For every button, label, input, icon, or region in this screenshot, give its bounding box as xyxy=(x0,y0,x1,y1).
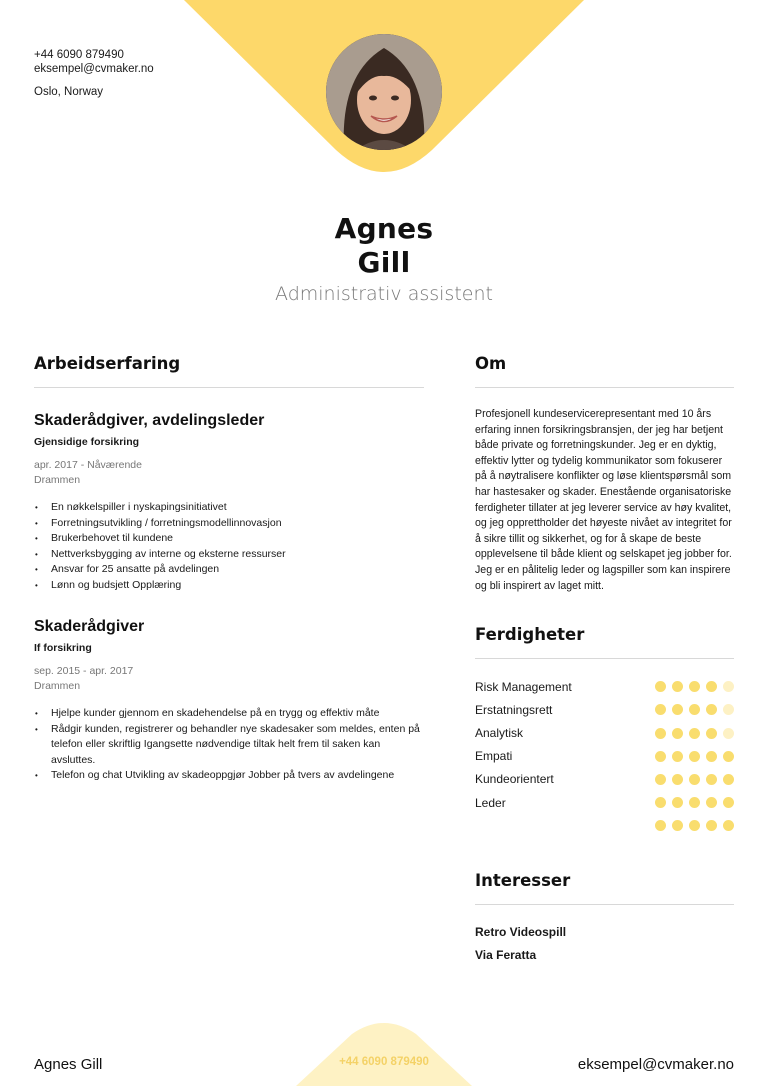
job-bullets xyxy=(34,706,424,784)
phone-text: +44 6090 879490 xyxy=(34,49,124,61)
job-dates: apr. 2017 - Nåværende xyxy=(34,459,142,471)
experience-heading: Arbeidserfaring xyxy=(34,354,424,388)
skill-rating xyxy=(655,681,734,692)
rating-dot-filled xyxy=(689,704,700,715)
skill-name: Analytisk xyxy=(475,726,524,741)
skills-section xyxy=(475,625,734,837)
rating-dot-filled xyxy=(706,704,717,715)
rating-dot-filled xyxy=(689,728,700,739)
skill-row xyxy=(475,814,734,837)
rating-dot-filled xyxy=(655,774,666,785)
footer-phone: +44 6090 879490 xyxy=(339,1056,429,1068)
rating-dot-filled xyxy=(672,681,683,692)
skill-row xyxy=(475,722,734,745)
job-bullet: • Forretningsutvikling / forretningsmodellinnovasjon xyxy=(34,516,424,532)
experience-section xyxy=(34,354,424,784)
rating-dot-filled xyxy=(655,728,666,739)
location-text: Oslo, Norway xyxy=(34,86,104,98)
last-name: Gill xyxy=(357,246,411,279)
first-name: Agnes xyxy=(334,212,434,245)
rating-dot-empty xyxy=(723,704,734,715)
rating-dot-filled xyxy=(723,797,734,808)
skill-name: Erstatningsrett xyxy=(475,702,553,717)
skill-rating xyxy=(655,820,734,831)
job-dates: sep. 2015 - apr. 2017 xyxy=(34,665,134,677)
job-bullet: • Telefon og chat Utvikling av skadeoppgjør Jobber på tvers av avdelingene xyxy=(34,768,424,784)
rating-dot-filled xyxy=(689,774,700,785)
job-company: If forsikring xyxy=(34,642,92,654)
skill-row xyxy=(475,745,734,768)
rating-dot-empty xyxy=(723,728,734,739)
footer-accent-shape xyxy=(0,1020,768,1086)
skill-row xyxy=(475,698,734,721)
rating-dot-empty xyxy=(723,681,734,692)
skill-name: Kundeorientert xyxy=(475,772,554,787)
job-entry xyxy=(34,411,424,593)
skill-row xyxy=(475,791,734,814)
job-entry xyxy=(34,617,424,784)
rating-dot-filled xyxy=(655,820,666,831)
rating-dot-filled xyxy=(655,797,666,808)
about-heading: Om xyxy=(475,354,734,388)
rating-dot-filled xyxy=(723,751,734,762)
job-position: Skaderådgiver, avdelingsleder xyxy=(34,412,265,429)
skill-rating xyxy=(655,728,734,739)
rating-dot-filled xyxy=(706,797,717,808)
rating-dot-filled xyxy=(689,820,700,831)
interest-item: Retro Videospill xyxy=(475,925,567,940)
job-bullet: • Hjelpe kunder gjennom en skadehendelse på en trygg og effektiv måte xyxy=(34,706,424,722)
footer-email: eksempel@cvmaker.no xyxy=(577,1056,734,1073)
job-bullet: • Brukerbehovet til kundene xyxy=(34,531,424,547)
rating-dot-filled xyxy=(672,797,683,808)
skill-name: Leder xyxy=(475,795,506,810)
skill-name: Risk Management xyxy=(475,679,572,694)
footer-name: Agnes Gill xyxy=(34,1056,103,1073)
rating-dot-filled xyxy=(706,751,717,762)
rating-dot-filled xyxy=(655,704,666,715)
job-bullet: • Rådgir kunden, registrerer og behandler nye skadesaker som meldes, enten på telefon eller skriftlig Igangsette nødvendige tiltak helt frem til saken kan avsluttes. xyxy=(34,722,424,769)
interests-heading: Interesser xyxy=(475,871,734,905)
rating-dot-filled xyxy=(706,728,717,739)
job-bullet: • Nettverksbygging av interne og eksterne ressurser xyxy=(34,547,424,563)
rating-dot-filled xyxy=(655,681,666,692)
skill-row xyxy=(475,675,734,698)
profile-photo xyxy=(326,34,442,150)
interests-section xyxy=(475,871,734,967)
skill-rating xyxy=(655,797,734,808)
rating-dot-filled xyxy=(672,820,683,831)
rating-dot-filled xyxy=(689,751,700,762)
rating-dot-filled xyxy=(723,820,734,831)
job-position: Skaderådgiver xyxy=(34,618,145,635)
rating-dot-filled xyxy=(706,820,717,831)
rating-dot-filled xyxy=(723,774,734,785)
email-text: eksempel@cvmaker.no xyxy=(34,63,154,75)
job-bullets xyxy=(34,500,424,593)
interests-list xyxy=(475,921,734,967)
job-company: Gjensidige forsikring xyxy=(34,436,140,448)
rating-dot-filled xyxy=(672,728,683,739)
rating-dot-filled xyxy=(672,774,683,785)
job-bullet: • En nøkkelspiller i nyskapingsinitiativet xyxy=(34,500,424,516)
job-bullet: • Lønn og budsjett Opplæring xyxy=(34,578,424,594)
name-block xyxy=(0,212,768,306)
rating-dot-filled xyxy=(672,704,683,715)
job-title: Administrativ assistent xyxy=(275,283,493,305)
rating-dot-filled xyxy=(706,681,717,692)
skill-name: Empati xyxy=(475,749,513,764)
skill-rating xyxy=(655,751,734,762)
interest-item: Via Feratta xyxy=(475,948,537,963)
about-text: Profesjonell kundeservicerepresentant med 10 års erfaring innen forsikringsbransjen, der jeg har betjent både private og forretningskunder. Jeg er en dyktig, effektiv lytter og tydelig kommunikator som fokuserer på å nøytralisere konflikter og løse klientspørsmål som har hastesaker og skader. Enestående organisatoriske ferdigheter tillater at jeg leverer service av høy kvalitet, og jeg opprettholder det høyeste nivået av integritet for å sikre tillit og sikkerhet, og for å skape de beste opplevelsene til både klient og selskapet jeg jobber for. Jeg er en pålitelig leder og lagspiller som kan inspirere og bli inspirert av laget mitt. xyxy=(475,408,732,592)
job-city: Drammen xyxy=(34,474,81,486)
skill-rating xyxy=(655,774,734,785)
rating-dot-filled xyxy=(706,774,717,785)
rating-dot-filled xyxy=(689,681,700,692)
sidebar-column xyxy=(475,354,734,967)
rating-dot-filled xyxy=(689,797,700,808)
skill-row xyxy=(475,768,734,791)
rating-dot-filled xyxy=(672,751,683,762)
job-bullet: • Ansvar for 25 ansatte på avdelingen xyxy=(34,562,424,578)
skills-heading: Ferdigheter xyxy=(475,625,734,659)
rating-dot-filled xyxy=(655,751,666,762)
skill-rating xyxy=(655,704,734,715)
contact-block xyxy=(34,48,154,99)
job-city: Drammen xyxy=(34,680,81,692)
skills-list xyxy=(475,675,734,837)
